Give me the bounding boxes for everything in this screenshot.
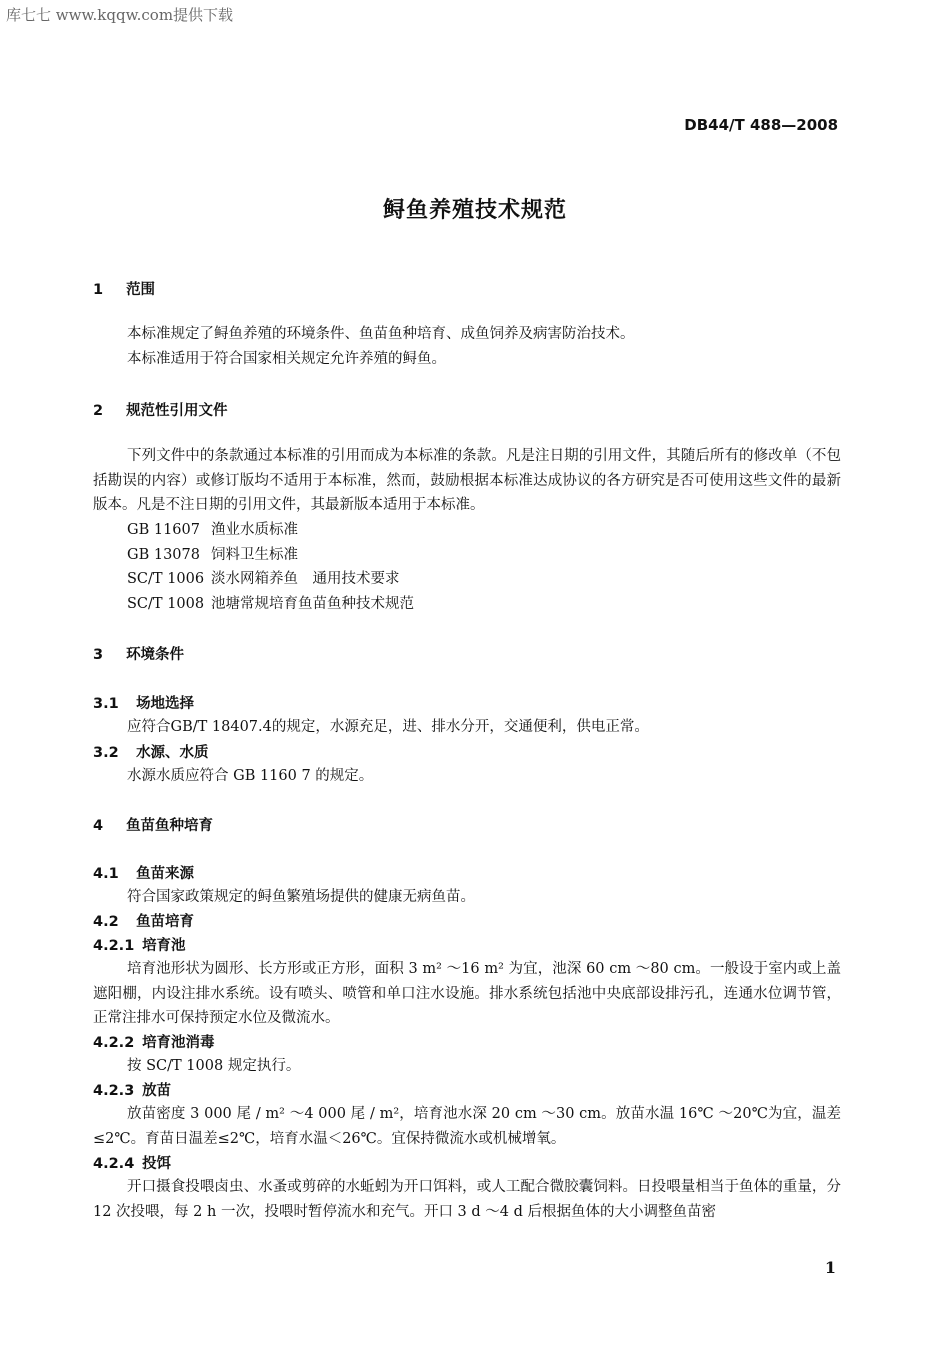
section-number: 3.2 [93, 745, 119, 761]
subsection-3-2-heading [93, 741, 209, 762]
subsection-4-2-heading [93, 910, 194, 931]
paragraph: 符合国家政策规定的鲟鱼繁殖场提供的健康无病鱼苗。 [127, 889, 475, 905]
watermark: 库七七 www.kqqw.com提供下载 [6, 6, 234, 24]
page-title: 鲟鱼养殖技术规范 [382, 198, 567, 223]
section-title: 培育池消毒 [142, 1035, 215, 1051]
section-number: 4.1 [93, 866, 119, 882]
reference-code: SC/T 1008 [127, 596, 205, 612]
subsection-3-1-heading [93, 692, 194, 713]
section-number: 2 [93, 403, 104, 419]
subsection-4-2-3-heading [93, 1079, 171, 1100]
reference-item [127, 592, 414, 616]
section-4-heading [93, 814, 213, 835]
paragraph: 下列文件中的条款通过本标准的引用而成为本标准的条款。凡是注日期的引用文件，其随后所有的修改单（不包括勘误的内容）或修订版均不适用于本标准，然而，鼓励根据本标准达成协议的各方研究是否可使用这些文件的最新版本。凡是不注日期的引用文件，其最新版本适用于本标准。 [93, 448, 841, 513]
paragraph: 培育池形状为圆形、长方形或正方形，面积 3 m² ～16 m² 为宜，池深 60 cm ～80 cm。一般设于室内或上盖遮阳棚，内设注排水系统。设有喷头、喷管和单口注水设施。排水系统包括池中央底部设排污孔，连通水位调节管，正常注排水可保持预定水位及微流水。 [93, 961, 841, 1026]
paragraph: 水源水质应符合 GB 1160 7 的规定。 [127, 768, 374, 784]
section-number: 4.2.2 [93, 1035, 135, 1051]
section-title: 环境条件 [126, 647, 185, 663]
section-3-heading [93, 643, 184, 664]
section-number: 3.1 [93, 696, 119, 712]
paragraph: 按 SC/T 1008 规定执行。 [127, 1058, 301, 1074]
section-title: 水源、水质 [136, 745, 209, 761]
reference-name: 饲料卫生标准 [211, 547, 298, 563]
document-number: DB44/T 488—2008 [684, 116, 838, 134]
reference-name: 池塘常规培育鱼苗鱼种技术规范 [211, 596, 414, 612]
paragraph: 本标准适用于符合国家相关规定允许养殖的鲟鱼。 [127, 351, 446, 367]
section-title: 鱼苗培育 [136, 914, 195, 930]
reference-code: SC/T 1006 [127, 571, 205, 587]
paragraph: 本标准规定了鲟鱼养殖的环境条件、鱼苗鱼种培育、成鱼饲养及病害防治技术。 [127, 326, 635, 342]
reference-code: GB 13078 [127, 547, 200, 563]
reference-item [127, 543, 298, 567]
reference-code: GB 11607 [127, 522, 200, 538]
paragraph: 放苗密度 3 000 尾 / m² ～4 000 尾 / m²，培育池水深 20 cm ～30 cm。放苗水温 16℃ ～20℃为宜，温差≤2℃。育苗日温差≤2℃，培育水温＜26℃。宜保持微流水或机械增氧。 [93, 1106, 841, 1147]
paragraph: 应符合GB/T 18407.4的规定，水源充足，进、排水分开，交通便利，供电正常。 [127, 719, 649, 735]
page-number: 1 [824, 1258, 836, 1277]
section-title: 鱼苗来源 [136, 866, 195, 882]
section-title: 鱼苗鱼种培育 [126, 818, 214, 834]
section-number: 3 [93, 647, 104, 663]
subsection-4-2-4-heading [93, 1152, 171, 1173]
section-title: 规范性引用文件 [126, 403, 228, 419]
subsection-4-2-1-heading [93, 934, 186, 955]
section-number: 4 [93, 818, 104, 834]
reference-name: 渔业水质标准 [211, 522, 298, 538]
section-title: 场地选择 [136, 696, 195, 712]
section-number: 1 [93, 282, 104, 298]
section-number: 4.2.3 [93, 1083, 135, 1099]
section-title: 培育池 [142, 938, 186, 954]
paragraph: 开口摄食投喂卤虫、水蚤或剪碎的水蚯蚓为开口饵料，或人工配合微胶囊饲料。日投喂量相当于鱼体的重量，分 12 次投喂，每 2 h 一次，投喂时暂停流水和充气。开口 3 d ～4 d 后根据鱼体的大小调整鱼苗密 [93, 1179, 841, 1220]
section-number: 4.2.1 [93, 938, 135, 954]
section-1-heading [93, 278, 155, 299]
section-number: 4.2 [93, 914, 119, 930]
section-title: 范围 [126, 282, 156, 298]
reference-item [127, 567, 400, 591]
reference-item [127, 518, 298, 542]
section-title: 放苗 [142, 1083, 172, 1099]
reference-name: 淡水网箱养鱼 通用技术要求 [211, 571, 400, 587]
section-2-heading [93, 399, 228, 420]
subsection-4-1-heading [93, 862, 194, 883]
subsection-4-2-2-heading [93, 1031, 215, 1052]
section-number: 4.2.4 [93, 1156, 135, 1172]
section-title: 投饵 [142, 1156, 172, 1172]
